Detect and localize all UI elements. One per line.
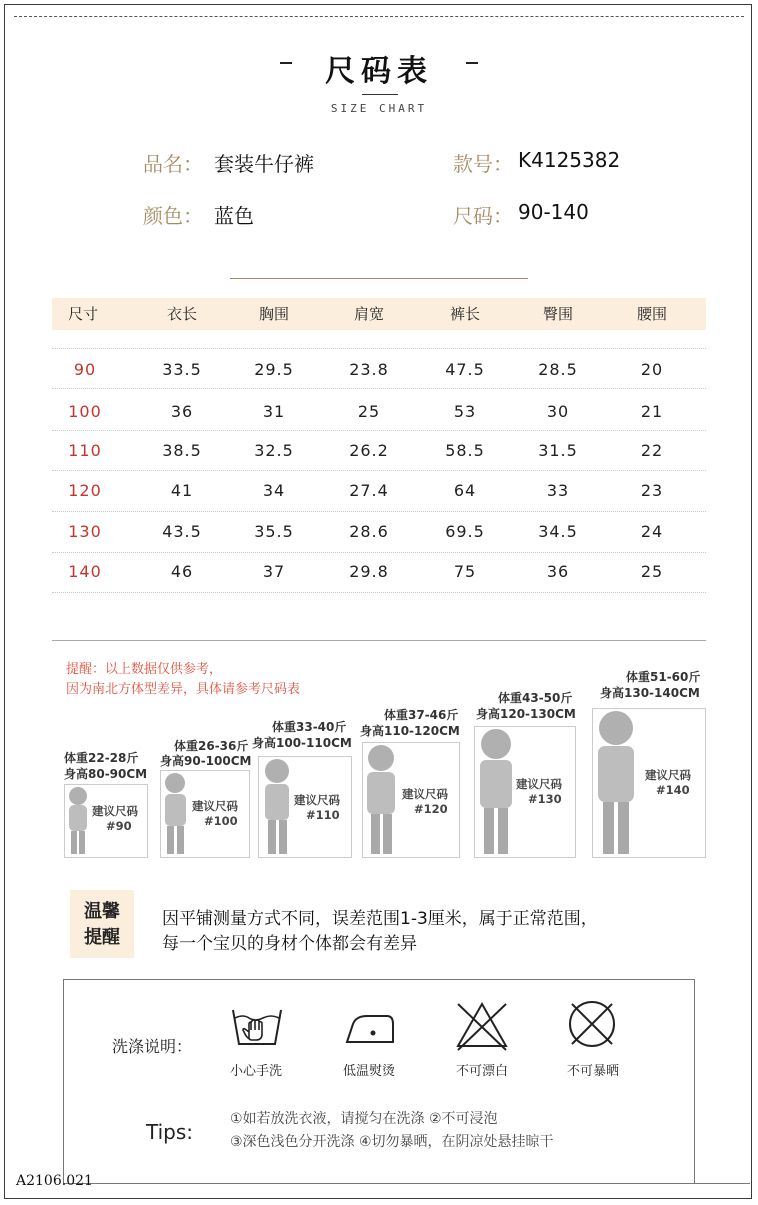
table-cell: 20 xyxy=(640,360,664,379)
kid-rec-size: #110 xyxy=(306,808,340,822)
table-cell: 58.5 xyxy=(445,441,485,460)
table-cell: 21 xyxy=(640,402,664,421)
table-cell: 46 xyxy=(170,562,194,581)
product-name-label: 品名： xyxy=(143,152,203,176)
kid-rec-size: #140 xyxy=(656,783,690,797)
warm-tip-title-2: 提醒 xyxy=(84,927,120,948)
kid-weight-label: 体重26-36斤 xyxy=(174,739,249,753)
table-cell: 31 xyxy=(262,402,286,421)
child-silhouette-icon xyxy=(160,772,192,856)
table-cell: 69.5 xyxy=(445,522,485,541)
table-cell: 22 xyxy=(640,441,664,460)
table-cell: 35.5 xyxy=(254,522,294,541)
table-cell: 31.5 xyxy=(538,441,578,460)
child-silhouette-icon xyxy=(592,710,642,856)
table-cell-size: 110 xyxy=(68,441,102,460)
kid-rec-size: #100 xyxy=(204,814,238,828)
top-dashed-divider xyxy=(14,16,744,17)
table-cell: 34 xyxy=(262,481,286,500)
kid-weight-label: 体重22-28斤 xyxy=(64,751,139,765)
child-silhouette-icon xyxy=(64,786,92,856)
tips-title: Tips: xyxy=(146,1120,194,1144)
row-divider xyxy=(52,552,706,553)
kid-rec-label: 建议尺码 xyxy=(645,768,691,782)
product-color-value: 蓝色 xyxy=(214,204,254,228)
header-cell-length: 衣长 xyxy=(166,305,197,323)
table-cell: 28.5 xyxy=(538,360,578,379)
no-tumble-dry-icon xyxy=(566,998,618,1050)
kid-rec-label: 建议尺码 xyxy=(402,787,448,801)
header-cell-chest: 胸围 xyxy=(258,305,289,323)
product-code-footer: A2106.021 xyxy=(16,1173,93,1189)
header-cell-waist: 腰围 xyxy=(636,305,667,323)
product-size-value: 90-140 xyxy=(518,200,589,224)
header-cell-size: 尺寸 xyxy=(67,305,98,323)
kid-height-label: 身高130-140CM xyxy=(600,686,700,700)
kid-height-label: 身高120-130CM xyxy=(476,707,576,721)
care-label-no-sun: 不可暴晒 xyxy=(566,1064,619,1079)
table-cell: 23.8 xyxy=(349,360,389,379)
kid-weight-label: 体重51-60斤 xyxy=(626,670,701,684)
product-name-value: 套装牛仔裤 xyxy=(214,152,314,176)
table-cell: 36 xyxy=(546,562,570,581)
table-cell: 41 xyxy=(170,481,194,500)
table-cell: 29.8 xyxy=(349,562,389,581)
header-cell-shoulder: 肩宽 xyxy=(353,305,384,323)
tips-line-2: ③深色浅色分开洗涤 ④切勿暴晒，在阴凉处悬挂晾干 xyxy=(230,1134,554,1150)
kid-weight-label: 体重33-40斤 xyxy=(272,720,347,734)
table-cell: 25 xyxy=(640,562,664,581)
table-cell: 23 xyxy=(640,481,664,500)
row-divider xyxy=(52,348,706,349)
kid-weight-label: 体重37-46斤 xyxy=(384,708,459,722)
row-divider xyxy=(52,511,706,512)
table-cell: 47.5 xyxy=(445,360,485,379)
table-cell: 64 xyxy=(453,481,477,500)
kid-rec-size: #90 xyxy=(106,819,132,833)
warm-tip-line-1: 因平铺测量方式不同，误差范围1-3厘米，属于正常范围， xyxy=(162,909,598,929)
table-cell: 30 xyxy=(546,402,570,421)
page-title: 尺码表 xyxy=(325,54,433,89)
table-cell-size: 140 xyxy=(68,562,102,581)
table-cell: 27.4 xyxy=(349,481,389,500)
child-silhouette-icon xyxy=(474,728,518,856)
table-cell: 28.6 xyxy=(349,522,389,541)
table-cell: 75 xyxy=(453,562,477,581)
table-cell: 26.2 xyxy=(349,441,389,460)
product-size-label: 尺码： xyxy=(453,204,513,228)
row-divider xyxy=(52,470,706,471)
product-color-label: 颜色： xyxy=(143,204,203,228)
table-cell: 34.5 xyxy=(538,522,578,541)
table-cell: 33 xyxy=(546,481,570,500)
care-label-hand-wash: 小心手洗 xyxy=(229,1064,282,1079)
title-underline xyxy=(362,94,398,95)
care-title: 洗涤说明： xyxy=(112,1037,193,1056)
child-silhouette-icon xyxy=(260,758,294,856)
table-cell-size: 100 xyxy=(68,402,102,421)
kid-height-label: 身高90-100CM xyxy=(160,754,252,768)
hand-wash-icon xyxy=(231,1004,283,1048)
kid-height-label: 身高80-90CM xyxy=(64,767,148,781)
page-subtitle: SIZE CHART xyxy=(330,102,428,115)
info-divider xyxy=(230,278,528,279)
warm-tip-title-1: 温馨 xyxy=(84,901,120,922)
kid-height-label: 身高110-120CM xyxy=(360,724,460,738)
row-divider xyxy=(52,592,706,593)
care-label-low-iron: 低温熨烫 xyxy=(342,1064,395,1079)
product-code-label: 款号： xyxy=(453,152,513,176)
table-cell-size: 90 xyxy=(73,360,97,379)
size-table-header xyxy=(52,298,706,330)
care-label-no-bleach: 不可漂白 xyxy=(455,1064,508,1079)
notice-line-1: 提醒：以上数据仅供参考， xyxy=(66,662,223,677)
table-cell: 32.5 xyxy=(254,441,294,460)
table-cell: 24 xyxy=(640,522,664,541)
table-cell: 33.5 xyxy=(162,360,202,379)
kid-rec-size: #120 xyxy=(414,802,448,816)
title-dash-right xyxy=(466,62,478,64)
no-bleach-icon xyxy=(454,1000,510,1052)
kid-height-label: 身高100-110CM xyxy=(252,736,352,750)
kid-rec-label: 建议尺码 xyxy=(92,804,138,818)
table-cell: 53 xyxy=(453,402,477,421)
table-cell: 29.5 xyxy=(254,360,294,379)
tips-line-1: ①如若放洗衣液，请搅匀在洗涤 ②不可浸泡 xyxy=(230,1111,498,1127)
product-code-value: K4125382 xyxy=(518,148,621,172)
child-silhouette-icon xyxy=(362,744,400,856)
table-cell: 36 xyxy=(170,402,194,421)
section-divider xyxy=(52,640,706,641)
row-divider xyxy=(52,430,706,431)
kid-rec-label: 建议尺码 xyxy=(516,777,562,791)
kid-rec-label: 建议尺码 xyxy=(294,793,340,807)
footer-divider xyxy=(110,1183,750,1184)
table-cell: 38.5 xyxy=(162,441,202,460)
table-cell: 37 xyxy=(262,562,286,581)
kid-rec-label: 建议尺码 xyxy=(192,799,238,813)
row-divider xyxy=(52,388,706,389)
warm-tip-badge xyxy=(70,890,134,958)
warm-tip-line-2: 每一个宝贝的身材个体都会有差异 xyxy=(162,934,417,954)
header-cell-pants-length: 裤长 xyxy=(449,305,480,323)
table-cell-size: 130 xyxy=(68,522,102,541)
table-cell: 25 xyxy=(357,402,381,421)
kid-rec-size: #130 xyxy=(528,792,562,806)
low-iron-icon xyxy=(343,1008,397,1048)
table-cell-size: 120 xyxy=(68,481,102,500)
header-cell-hip: 臀围 xyxy=(542,305,573,323)
table-cell: 43.5 xyxy=(162,522,202,541)
kid-weight-label: 体重43-50斤 xyxy=(498,691,573,705)
notice-line-2: 因为南北方体型差异，具体请参考尺码表 xyxy=(66,682,301,697)
